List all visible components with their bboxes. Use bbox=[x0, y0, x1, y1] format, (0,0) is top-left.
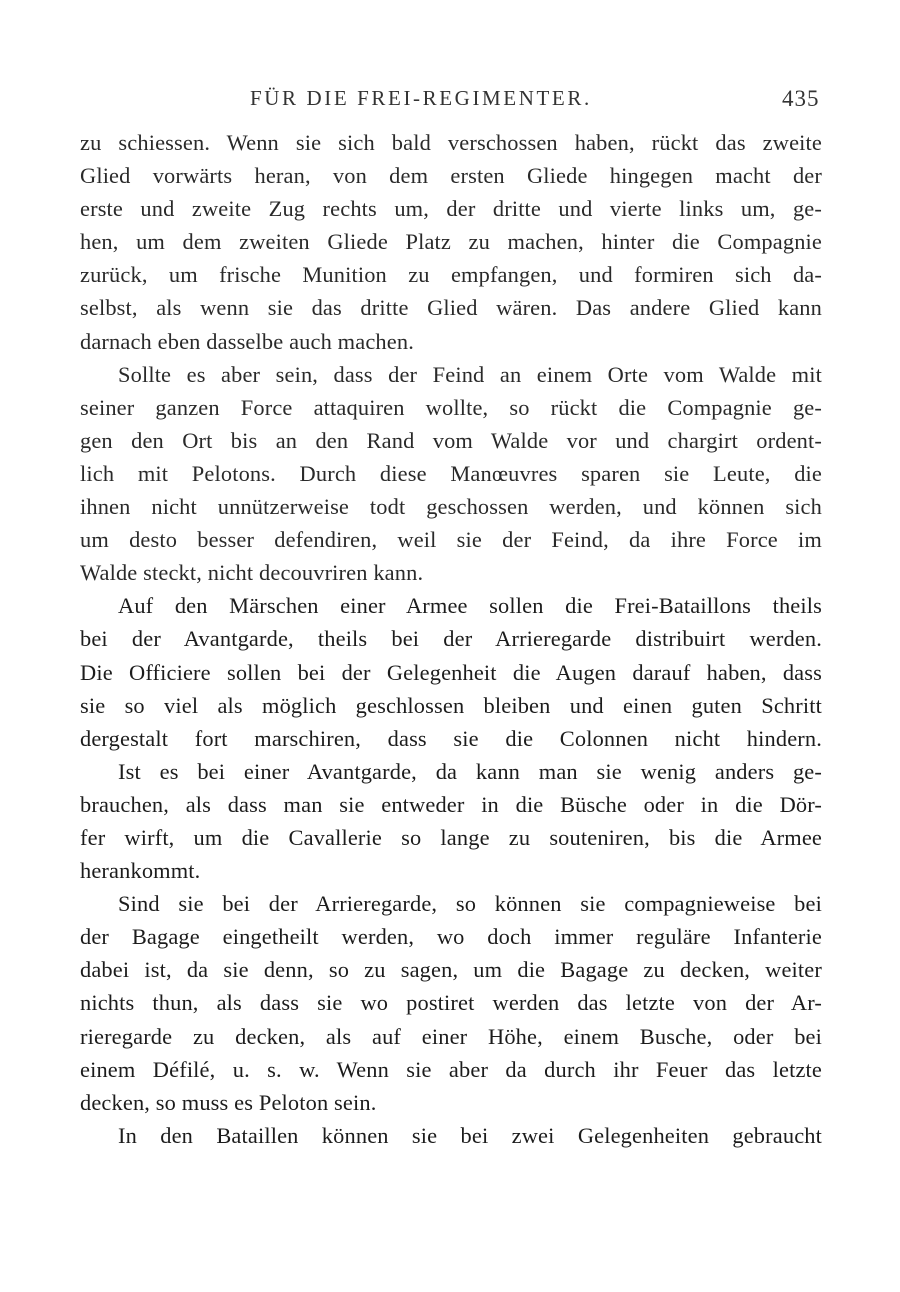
text-line: dabei ist, da sie denn, so zu sagen, um die Bagage zu decken, weiter bbox=[80, 957, 822, 983]
text-line: darnach eben dasselbe auch machen. bbox=[80, 328, 414, 354]
text-line: zu schiessen. Wenn sie sich bald verschossen haben, rückt das zweite bbox=[80, 130, 822, 155]
text-line: fer wirft, um die Cavallerie so lange zu souteniren, bis die Armee bbox=[80, 824, 822, 850]
text-line: hen, um dem zweiten Gliede Platz zu machen, hinter die Compagnie bbox=[80, 229, 822, 255]
text-line: erste und zweite Zug rechts um, der dritte und vierte links um, ge- bbox=[80, 196, 822, 222]
text-line: ihnen nicht unnützerweise todt geschossen werden, und können sich bbox=[80, 494, 822, 520]
text-line: seiner ganzen Force attaquiren wollte, so rückt die Compagnie ge- bbox=[80, 394, 822, 420]
text-line: nichts thun, als dass sie wo postiret werden das letzte von der Ar- bbox=[80, 990, 822, 1016]
text-line: der Bagage eingetheilt werden, wo doch immer reguläre Infanterie bbox=[80, 924, 822, 950]
text-line: Glied vorwärts heran, von dem ersten Gliede hingegen macht der bbox=[80, 163, 822, 189]
text-line: bei der Avantgarde, theils bei der Arrieregarde distribuirt werden. bbox=[80, 626, 822, 652]
body-text bbox=[80, 126, 822, 1152]
text-line: dergestalt fort marschiren, dass sie die Colonnen nicht hindern. bbox=[80, 725, 822, 751]
text-line: Sind sie bei der Arrieregarde, so können sie compagnieweise bei bbox=[118, 891, 822, 917]
text-line: lich mit Pelotons. Durch diese Manœuvres sparen sie Leute, die bbox=[80, 460, 822, 486]
text-line: gen den Ort bis an den Rand vom Walde vor und chargirt ordent- bbox=[80, 427, 822, 453]
text-line: decken, so muss es Peloton sein. bbox=[80, 1089, 377, 1115]
text-line: um desto besser defendiren, weil sie der Feind, da ihre Force im bbox=[80, 527, 822, 553]
running-header bbox=[0, 86, 900, 116]
text-line: Auf den Märschen einer Armee sollen die Frei-Bataillons theils bbox=[118, 593, 822, 619]
text-line: In den Bataillen können sie bei zwei Gelegenheiten gebraucht bbox=[118, 1122, 822, 1148]
text-line: einem Défilé, u. s. w. Wenn sie aber da durch ihr Feuer das letzte bbox=[80, 1056, 822, 1082]
text-line: brauchen, als dass man sie entweder in die Büsche oder in die Dör- bbox=[80, 791, 822, 817]
text-line: sie so viel als möglich geschlossen bleiben und einen guten Schritt bbox=[80, 692, 822, 718]
text-line: zurück, um frische Munition zu empfangen, und formiren sich da- bbox=[80, 262, 822, 288]
text-line: Die Officiere sollen bei der Gelegenheit die Augen darauf haben, dass bbox=[80, 659, 822, 685]
text-line: selbst, als wenn sie das dritte Glied wären. Das andere Glied kann bbox=[80, 295, 822, 321]
text-line: herankommt. bbox=[80, 858, 201, 884]
page-number: 435 bbox=[782, 86, 820, 111]
text-line: Walde steckt, nicht decouvriren kann. bbox=[80, 560, 424, 586]
running-title: FÜR DIE FREI-REGIMENTER. bbox=[250, 86, 592, 110]
text-line: Sollte es aber sein, dass der Feind an einem Orte vom Walde mit bbox=[118, 361, 822, 387]
text-line: Ist es bei einer Avantgarde, da kann man sie wenig anders ge- bbox=[118, 758, 822, 784]
text-line: rieregarde zu decken, als auf einer Höhe, einem Busche, oder bei bbox=[80, 1023, 822, 1049]
